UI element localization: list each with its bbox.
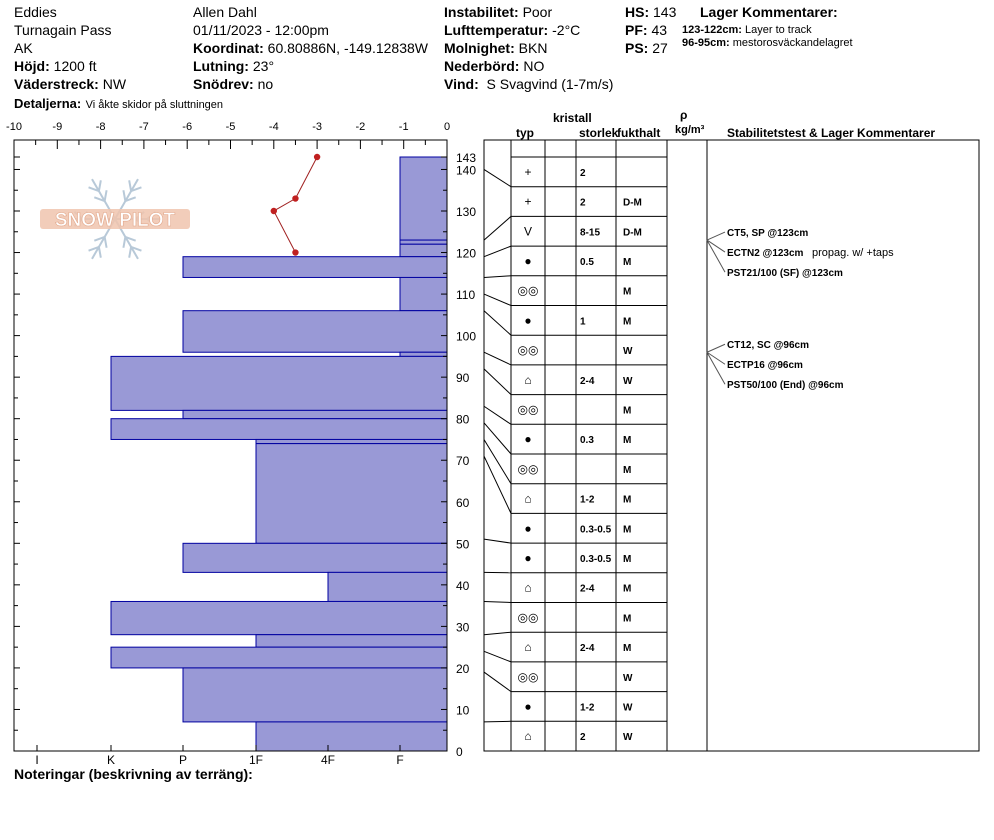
location: Eddies: [14, 4, 57, 20]
hardness-layer: [183, 543, 447, 572]
temp-tick-label: -3: [312, 121, 322, 133]
hardness-layer: [256, 439, 447, 443]
observer: Allen Dahl: [193, 4, 257, 20]
depth-tick-label: 60: [456, 495, 470, 510]
temp-tick-label: -9: [52, 121, 63, 133]
crystal-symbol: ●: [524, 253, 532, 268]
crystal-size: 2-4: [580, 375, 595, 387]
hardness-layer: [256, 635, 447, 647]
hardness-layer: [400, 277, 447, 310]
test-pointer: [707, 240, 725, 272]
snowfall-value: no: [257, 76, 274, 92]
layer-comment-1-text: Layer to track: [745, 24, 812, 36]
layer-connector: [484, 276, 511, 278]
moisture-value: W: [623, 375, 633, 387]
layer-connector: [484, 352, 511, 365]
temp-tick-label: -8: [95, 121, 106, 133]
test-pointer: [707, 352, 725, 384]
depth-tick-label: 50: [456, 537, 470, 552]
crystal-symbol: ◎◎: [517, 402, 539, 417]
test-label: ECTN2 @123cm: [727, 248, 804, 260]
layer-connector: [484, 423, 511, 454]
layer-connector: [484, 632, 511, 634]
layer-connector: [484, 246, 511, 257]
moisture-value: M: [623, 435, 632, 447]
temp-tick-label: 0: [443, 121, 451, 133]
flake-branch: [105, 190, 107, 201]
test-label: CT5, SP @123cm: [727, 228, 809, 240]
depth-tick-label: 30: [456, 620, 470, 635]
temperature-point: [292, 249, 298, 255]
temp-tick-label: -10: [6, 121, 22, 133]
col-moisture: fukthalt: [617, 126, 661, 140]
instability-label: Instabilitet:: [444, 4, 519, 20]
hardness-layer: [183, 668, 447, 722]
ps-value: 27: [652, 40, 668, 56]
crystal-size: 8-15: [580, 227, 601, 239]
crystal-size: 1: [580, 316, 586, 328]
moisture-value: M: [623, 583, 632, 595]
depth-tick-label: 143: [456, 151, 477, 165]
crystal-size: 0.5: [580, 256, 594, 268]
precip-value: NO: [523, 58, 545, 74]
logo-text: SNOW PILOT: [54, 210, 176, 231]
test-pointer: [707, 240, 725, 252]
depth-tick-label: 40: [456, 578, 470, 593]
moisture-value: M: [623, 553, 632, 565]
details-value: Vi åkte skidor på sluttningen: [85, 99, 224, 111]
layer-comment-1-range: 123-122cm:: [682, 24, 742, 36]
crystal-size: 2: [580, 167, 586, 179]
temperature-point: [292, 195, 298, 201]
wind-value: S Svagvind (1-7m/s): [486, 76, 614, 92]
zone: Turnagain Pass: [14, 22, 112, 38]
layer-comment-2-text: mestorosväckandelagret: [732, 37, 853, 49]
snowpilot-logo: [40, 179, 190, 259]
col-rho: ρ: [680, 108, 688, 122]
flake-branch: [129, 180, 131, 191]
hardness-layer: [256, 722, 447, 751]
layer-connector: [484, 601, 511, 602]
flake-branch: [129, 247, 131, 258]
temperature-line: [274, 157, 317, 253]
layer-connector: [484, 651, 511, 662]
crystal-symbol: ⌂: [524, 491, 532, 506]
crystal-symbol: ⌂: [524, 729, 532, 744]
crystal-size: 0.3: [580, 435, 594, 447]
crystal-size: 0.3-0.5: [580, 524, 612, 536]
moisture-value: D-M: [623, 197, 642, 209]
temp-tick-label: -4: [268, 121, 279, 133]
sky-label: Molnighet:: [444, 40, 515, 56]
test-label: CT12, SC @96cm: [727, 340, 810, 352]
moisture-value: M: [623, 286, 632, 298]
layer-connector: [484, 721, 511, 722]
depth-tick-label: 0: [456, 745, 463, 759]
airtemp-label: Lufttemperatur:: [444, 22, 549, 38]
coord-value: 60.80886N, -149.12838W: [267, 40, 428, 56]
ps-label: PS:: [625, 40, 649, 56]
moisture-value: M: [623, 464, 632, 476]
crystal-symbol: ●: [524, 550, 532, 565]
moisture-value: W: [623, 732, 633, 744]
moisture-value: W: [623, 672, 633, 684]
crystal-symbol: ⌂: [524, 640, 532, 655]
flake-branch: [123, 237, 125, 248]
details-label: Detaljerna:: [14, 96, 82, 111]
layer-connector: [484, 672, 511, 692]
hardness-label: K: [106, 753, 116, 767]
slope-label: Lutning:: [193, 58, 249, 74]
hardness-layer: [256, 444, 447, 544]
crystal-symbol: ◎◎: [517, 343, 539, 358]
layer-comments-title: Lager Kommentarer:: [700, 4, 838, 20]
crystal-symbol: ⌂: [524, 372, 532, 387]
temp-tick-label: -6: [182, 121, 193, 133]
layer-comment-2-range: 96-95cm:: [682, 37, 730, 49]
layer-connector: [484, 369, 511, 395]
hs-value: 143: [653, 4, 677, 20]
crystal-symbol: ●: [524, 432, 532, 447]
aspect-label: Väderstreck:: [14, 76, 99, 92]
hardness-layer: [328, 572, 447, 601]
crystal-size: 2: [580, 197, 586, 209]
hardness-layer: [183, 410, 447, 418]
airtemp-value: -2°C: [552, 22, 581, 38]
col-density-unit: kg/m³: [675, 124, 705, 136]
sky-value: BKN: [518, 40, 548, 56]
temperature-point: [314, 154, 320, 160]
hardness-label: 1F: [248, 753, 264, 767]
notes-label: Noteringar (beskrivning av terräng):: [14, 766, 253, 782]
test-label: PST21/100 (SF) @123cm: [727, 268, 843, 280]
crystal-symbol: ◎◎: [517, 610, 539, 625]
depth-tick-label: 140: [456, 163, 477, 178]
temp-tick-label: -1: [398, 121, 409, 133]
moisture-value: D-M: [623, 227, 642, 239]
hs-label: HS:: [625, 4, 650, 20]
crystal-size: 1-2: [580, 494, 595, 506]
moisture-value: M: [623, 316, 632, 328]
hardness-label: P: [178, 753, 188, 767]
crystal-size: 2: [580, 732, 586, 744]
depth-tick-label: 130: [456, 205, 477, 219]
test-label: PST50/100 (End) @96cm: [727, 380, 844, 392]
crystal-symbol: ◎◎: [517, 669, 539, 684]
layer-connector: [484, 456, 511, 513]
col-stability: Stabilitetstest & Lager Kommentarer: [727, 126, 936, 140]
crystal-symbol: ⌂: [524, 580, 532, 595]
crystal-size: 0.3-0.5: [580, 553, 612, 565]
test-pointer: [707, 344, 725, 352]
crystal-size: 1-2: [580, 702, 595, 714]
moisture-value: M: [623, 494, 632, 506]
col-size: storlek: [579, 126, 619, 140]
state: AK: [14, 40, 33, 56]
moisture-value: M: [623, 524, 632, 536]
hardness-layer: [183, 257, 447, 278]
col-crystal: kristall: [553, 111, 592, 125]
hardness-layer: [400, 244, 447, 256]
hardness-label: F: [396, 753, 404, 767]
hardness-layer: [400, 352, 447, 356]
datetime: 01/11/2023 - 12:00pm: [193, 22, 329, 38]
depth-tick-label: 20: [456, 661, 470, 676]
test-pointer: [707, 232, 725, 240]
temp-tick-label: -7: [139, 121, 149, 133]
coord-label: Koordinat:: [193, 40, 264, 56]
moisture-value: M: [623, 643, 632, 655]
flake-branch: [99, 180, 101, 191]
crystal-symbol: ●: [524, 699, 532, 714]
slope-value: 23°: [252, 58, 275, 74]
depth-tick-label: 80: [456, 412, 470, 427]
depth-tick-label: 70: [456, 454, 470, 469]
crystal-symbol: ◎◎: [517, 461, 539, 476]
crystal-symbol: V: [523, 224, 533, 239]
layer-connector: [484, 169, 511, 186]
crystal-symbol: +: [524, 194, 532, 209]
depth-tick-label: 100: [456, 329, 477, 344]
moisture-value: M: [623, 405, 632, 417]
layer-connector: [484, 216, 511, 240]
crystal-size: 2-4: [580, 643, 595, 655]
layer-connector: [484, 539, 511, 543]
hardness-layer: [111, 601, 447, 634]
precip-label: Nederbörd:: [444, 58, 520, 74]
crystal-symbol: ◎◎: [517, 283, 539, 298]
crystal-symbol: +: [524, 164, 532, 179]
layer-connector: [484, 311, 511, 336]
col-type: typ: [516, 126, 534, 140]
hardness-label: I: [35, 753, 39, 767]
test-pointer: [707, 352, 725, 364]
temperature-point: [271, 208, 277, 214]
flake-branch: [99, 247, 101, 258]
hardness-layer: [400, 157, 447, 240]
moisture-value: M: [623, 613, 632, 625]
moisture-value: W: [623, 702, 633, 714]
layer-connector: [484, 439, 511, 483]
hardness-layer: [400, 240, 447, 244]
flake-branch: [123, 190, 125, 201]
test-extra: propag. w/ +taps: [812, 247, 894, 260]
aspect-value: NW: [102, 76, 127, 92]
flake-branch: [105, 237, 107, 248]
test-label: ECTP16 @96cm: [727, 360, 803, 372]
elevation-value: 1200 ft: [53, 58, 97, 74]
layer-connector: [484, 294, 511, 305]
instability-value: Poor: [522, 4, 553, 20]
hardness-layer: [111, 356, 447, 410]
moisture-value: W: [623, 346, 633, 358]
crystal-symbol: ●: [524, 521, 532, 536]
crystal-symbol: ●: [524, 313, 532, 328]
pf-label: PF:: [625, 22, 648, 38]
elevation-label: Höjd:: [14, 58, 50, 74]
hardness-layer: [111, 419, 447, 440]
depth-tick-label: 10: [456, 703, 470, 718]
snowfall-label: Snödrev:: [193, 76, 254, 92]
depth-tick-label: 110: [456, 288, 476, 303]
crystal-size: 2-4: [580, 583, 595, 595]
temp-tick-label: -5: [225, 121, 236, 133]
pf-value: 43: [651, 22, 668, 38]
hardness-layer: [183, 311, 447, 353]
wind-label: Vind:: [444, 76, 479, 92]
moisture-value: M: [623, 256, 632, 268]
hardness-label: 4F: [320, 753, 336, 767]
depth-tick-label: 120: [456, 246, 477, 261]
depth-tick-label: 90: [456, 371, 470, 386]
temp-tick-label: -2: [355, 121, 366, 133]
layer-connector: [484, 406, 511, 424]
hardness-layer: [111, 647, 447, 668]
